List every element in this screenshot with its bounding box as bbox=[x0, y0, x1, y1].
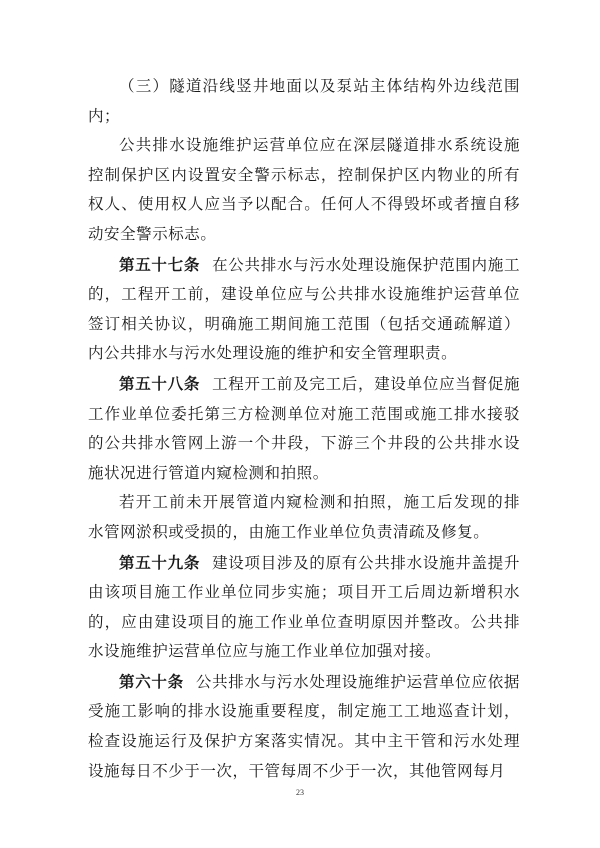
article-number: 第五十七条 bbox=[119, 254, 201, 274]
article-59 bbox=[88, 548, 520, 667]
paragraph-text: 在公共排水与污水处理设施保护范围内施工的，工程开工前，建设单位应与公共排水设施维护运营单位签订相关协议，明确施工期间施工范围（包括交通疏解道）内公共排水与污水处理设施的维护和安全管理职责。 bbox=[88, 255, 520, 363]
paragraph-text: 若开工前未开展管道内窥检测和拍照，施工后发现的排水管网淤积或受损的，由施工作业单位负责清疏及修复。 bbox=[88, 493, 520, 541]
paragraph-text: 建设项目涉及的原有公共排水设施井盖提升由该项目施工作业单位同步实施；项目开工后周边新增积水的，应由建设项目的施工作业单位查明原因并整改。公共排水设施维护运营单位应与施工作业单位加强对接。 bbox=[88, 553, 520, 661]
paragraph-warning-signs bbox=[88, 131, 520, 249]
article-number: 第六十条 bbox=[119, 671, 184, 691]
paragraph-text: 工程开工前及完工后，建设单位应当督促施工作业单位委托第三方检测单位对施工范围或施工排水接驳的公共排水管网上游一个井段，下游三个井段的公共排水设施状况进行管道内窥检测和拍照。 bbox=[88, 374, 520, 482]
article-58 bbox=[88, 369, 520, 488]
page-number: 23 bbox=[296, 788, 304, 797]
article-number: 第五十九条 bbox=[119, 552, 201, 572]
paragraph-text: （三）隧道沿线竖井地面以及泵站主体结构外边线范围内； bbox=[88, 77, 520, 125]
paragraph-clause-3 bbox=[88, 72, 520, 131]
article-57 bbox=[88, 250, 520, 369]
paragraph-text: 公共排水与污水处理设施维护运营单位应依据受施工影响的排水设施重要程度，制定施工工地巡查计划，检查设施运行及保护方案落实情况。其中主干管和污水处理设施每日不少于一次，干管每周不少于一次，其他管网每月 bbox=[88, 672, 520, 780]
paragraph-text: 公共排水设施维护运营单位应在深层隧道排水系统设施控制保护区内设置安全警示标志，控制保护区内物业的所有权人、使用权人应当予以配合。任何人不得毁坏或者擅自移动安全警示标志。 bbox=[88, 136, 520, 243]
article-number: 第五十八条 bbox=[119, 373, 201, 393]
article-60 bbox=[88, 667, 520, 786]
paragraph-inspection-note bbox=[88, 488, 520, 547]
document-body bbox=[88, 72, 520, 786]
